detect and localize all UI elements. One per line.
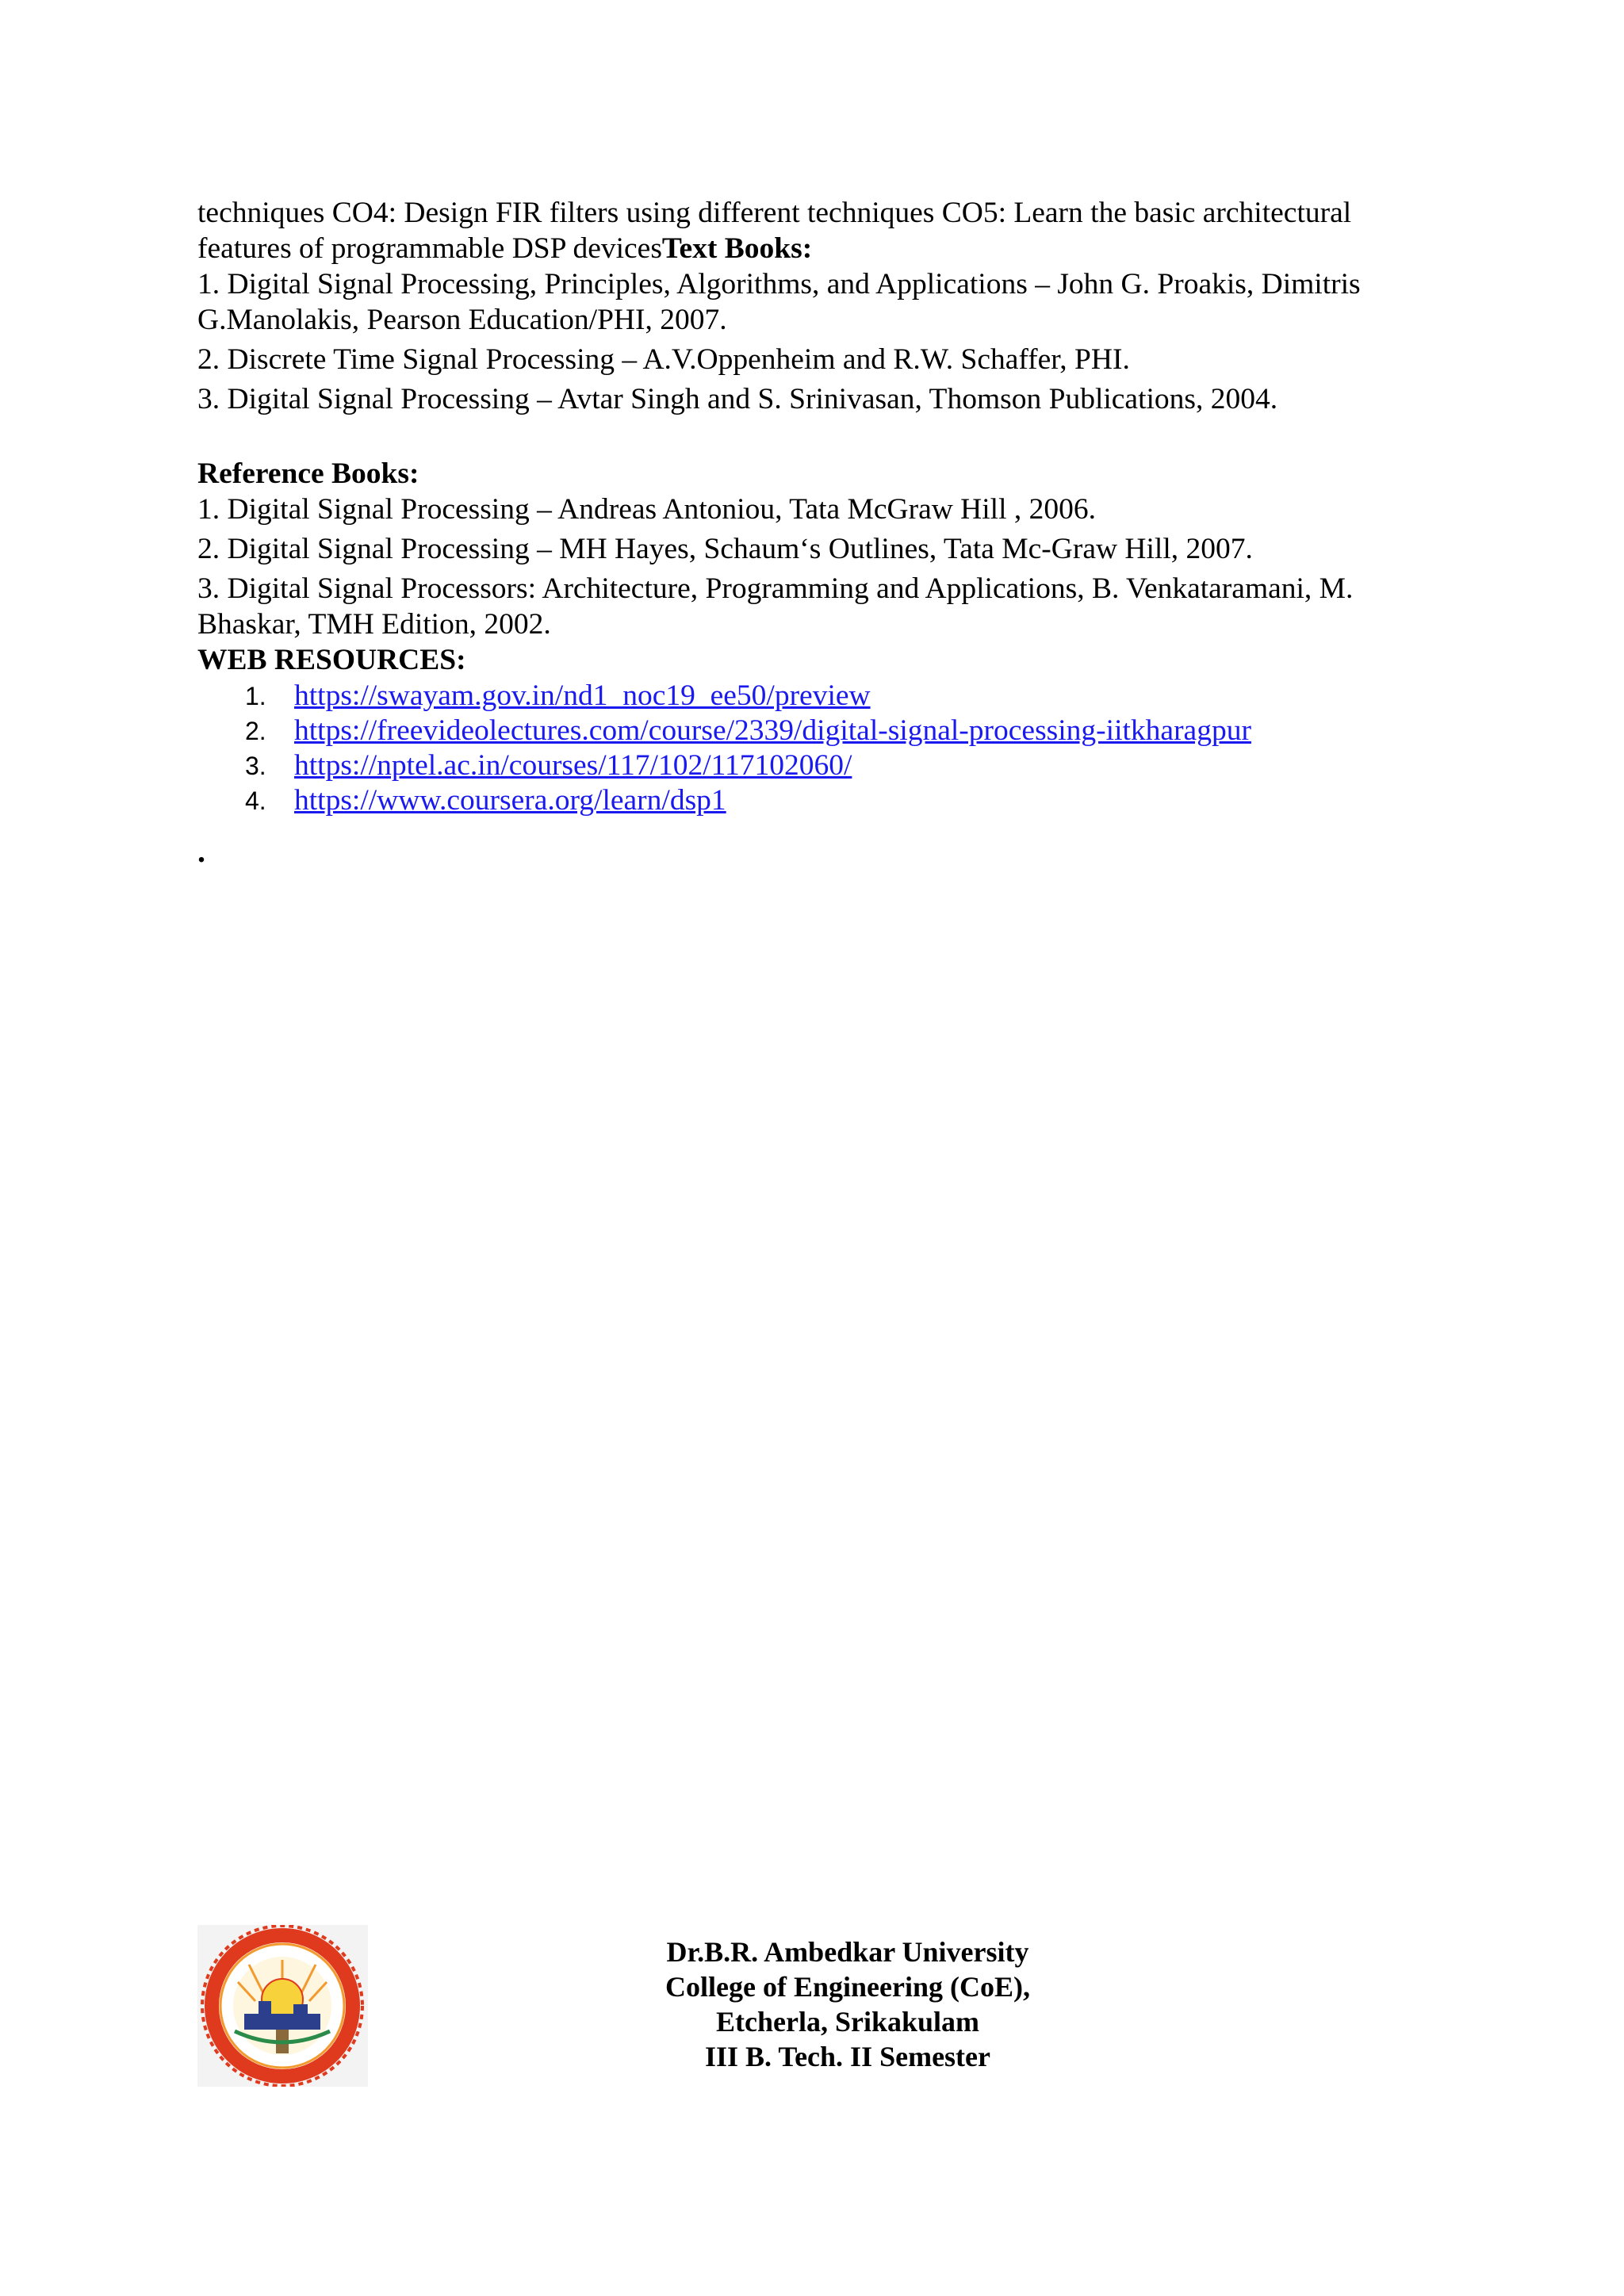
list-item-number: 1. [245,682,266,710]
list-item-number: 2. [245,717,266,745]
reference-book-2: 2. Digital Signal Processing – MH Hayes, Schaum‘s Outlines, Tata Mc-Graw Hill, 2007. [197,533,1253,565]
intro-line-1: techniques CO4: Design FIR filters using different techniques CO5: Learn the basic architectural [197,197,1352,229]
web-resources-heading: WEB RESOURCES: [197,644,466,676]
page-footer [197,1925,1442,2087]
list-item [245,783,1442,817]
text-book-3: 3. Digital Signal Processing – Avtar Singh and S. Srinivasan, Thomson Publications, 2004. [197,383,1278,415]
university-seal-icon [197,1925,368,2087]
trailing-mark: . [197,833,205,869]
document-content [197,195,1442,901]
text-book-2: 2. Discrete Time Signal Processing – A.V.Oppenheim and R.W. Schaffer, PHI. [197,343,1130,376]
list-item-number: 3. [245,752,266,780]
web-resource-link-1[interactable]: https://swayam.gov.in/nd1_noc19_ee50/preview [294,679,871,712]
semester-label: III B. Tech. II Semester [704,2041,991,2072]
text-book-1: 1. Digital Signal Processing, Principles, Algorithms, and Applications – John G. Proakis, Dimitris G.Manolakis, Pearson Education/PHI, 2007. [197,268,1361,336]
intro-line-2 [197,231,1442,266]
list-item [245,713,1442,748]
institution-block [530,1934,1165,2074]
spacer [197,421,1442,456]
university-logo [197,1925,368,2087]
college-name: College of Engineering (CoE), [665,1971,1030,2003]
list-item [245,678,1442,713]
reference-book-3: 3. Digital Signal Processors: Architecture, Programming and Applications, B. Venkataramani, M. Bhaskar, TMH Edition, 2002. [197,572,1354,641]
university-name: Dr.B.R. Ambedkar University [666,1936,1029,1968]
list-item-number: 4. [245,786,266,815]
reference-book-1: 1. Digital Signal Processing – Andreas Antoniou, Tata McGraw Hill , 2006. [197,493,1097,526]
web-resource-link-4[interactable]: https://www.coursera.org/learn/dsp1 [294,784,726,817]
web-resources-list [197,678,1442,817]
reference-books-heading: Reference Books: [197,457,419,490]
college-location: Etcherla, Srikakulam [715,2006,979,2038]
list-item [245,748,1442,783]
web-resource-link-2[interactable]: https://freevideolectures.com/course/2339/digital-signal-processing-iitkharagpur [294,714,1251,747]
text-books-heading: Text Books: [661,232,813,265]
web-resource-link-3[interactable]: https://nptel.ac.in/courses/117/102/117102060/ [294,749,852,782]
intro-line-2-text: features of programmable DSP devices [197,232,662,265]
